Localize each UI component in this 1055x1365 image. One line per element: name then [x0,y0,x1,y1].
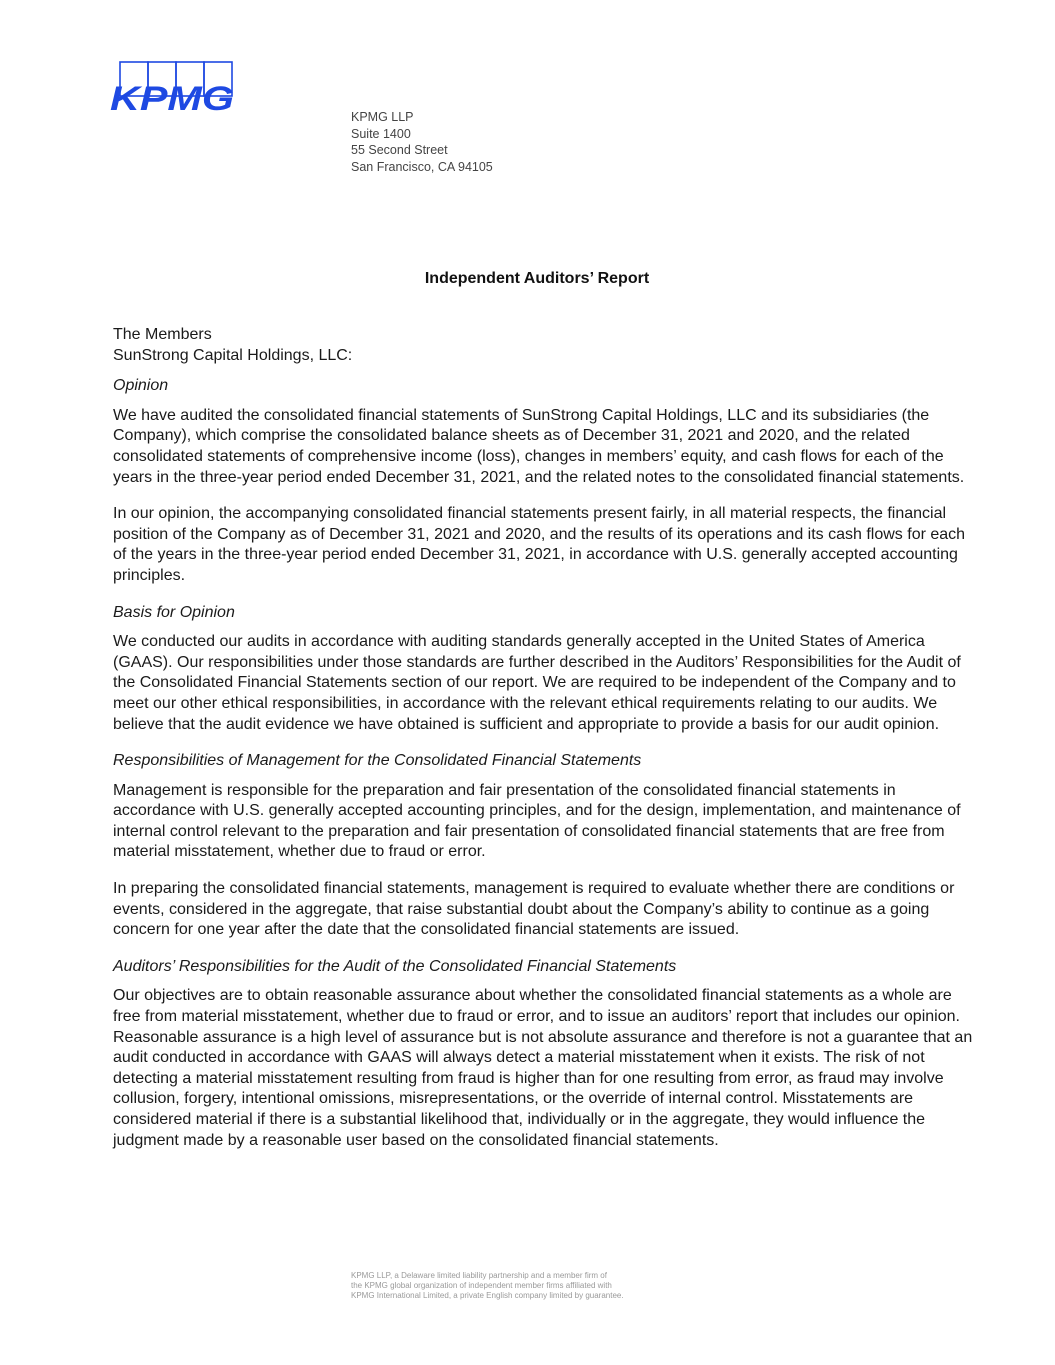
address-line: Suite 1400 [351,126,411,141]
footer-line: KPMG International Limited, a private English company limited by guarantee. [351,1291,624,1300]
svg-text:KPMG: KPMG [110,80,234,113]
report-title: Independent Auditors’ Report [424,270,650,287]
section-heading-opinion: Opinion [113,377,169,395]
footer-line: the KPMG global organization of independent member firms affiliated with [351,1281,612,1290]
paragraph: We have audited the consolidated financial statements of SunStrong Capital Holdings, LLC and its subsidiaries (the Company), which comprise the consolidated balance sheets as of December 31, 2021 and 2020, and the related consolidated statements of comprehensive income (loss), changes in members’ equity, and cash flows for each of the years in the three-year period ended December 31, 2021, and the related notes to the consolidated financial statements. [113,406,965,486]
kpmg-logo [110,61,238,113]
paragraph: In our opinion, the accompanying consolidated financial statements present fairly, in all material respects, the financial position of the Company as of December 31, 2021 and 2020, and the results of its operations and its cash flows for each of the years in the three-year period ended December 31, 2021, in accordance with U.S. generally accepted accounting principles. [113,505,966,584]
paragraph: In preparing the consolidated financial statements, management is required to evaluate whether there are conditions or events, considered in the aggregate, that raise substantial doubt about the Company’s ability to continue as a going concern for one year after the date that the consolidated financial statements are issued. [113,880,955,939]
page-footer [351,1271,624,1301]
section-heading-auditors: Auditors’ Responsibilities for the Audit of the Consolidated Financial Statements [113,957,677,975]
section-heading-basis: Basis for Opinion [113,603,235,621]
address-line: 55 Second Street [351,143,448,157]
firm-address [351,109,493,175]
addressee-line: The Members [113,326,212,343]
report-body [113,325,973,1167]
paragraph: We conducted our audits in accordance with auditing standards generally accepted in the United States of America (GAAS). Our responsibilities under those standards are further described in the Auditors’ Responsibilities for the Audit of the Consolidated Financial Statements section of our report. We are required to be independent of the Company and to meet our other ethical responsibilities, in accordance with the relevant ethical requirements relating to our audits. We believe that the audit evidence we have obtained is sufficient and appropriate to provide a basis for our audit opinion. [113,633,961,733]
footer-line: KPMG LLP, a Delaware limited liability partnership and a member firm of [351,1271,607,1280]
address-line: KPMG LLP [351,110,414,124]
paragraph: Management is responsible for the preparation and fair presentation of the consolidated financial statements in accordance with U.S. generally accepted accounting principles, and for the design, implementation, and maintenance of internal control relevant to the preparation and fair presentation of consolidated financial statements that are free from material misstatement, whether due to fraud or error. [113,781,961,861]
addressee-line: SunStrong Capital Holdings, LLC: [113,346,353,364]
address-line: San Francisco, CA 94105 [351,159,493,174]
paragraph: Our objectives are to obtain reasonable assurance about whether the consolidated financial statements as a whole are free from material misstatement, whether due to fraud or error, and to issue an auditors’ report that includes our opinion. Reasonable assurance is a high level of assurance but is not absolute assurance and therefore is not a guarantee that an audit conducted in accordance with GAAS will always detect a material misstatement when it exists. The risk of not detecting a material misstatement resulting from fraud is higher than for one resulting from error, as fraud may involve collusion, forgery, intentional omissions, misrepresentations, or the override of internal control. Misstatements are considered material if there is a substantial likelihood that, individually or in the aggregate, they would influence the judgment made by a reasonable user based on the consolidated financial statements. [113,987,973,1149]
addressee [113,325,973,366]
section-heading-management: Responsibilities of Management for the Consolidated Financial Statements [113,752,642,770]
